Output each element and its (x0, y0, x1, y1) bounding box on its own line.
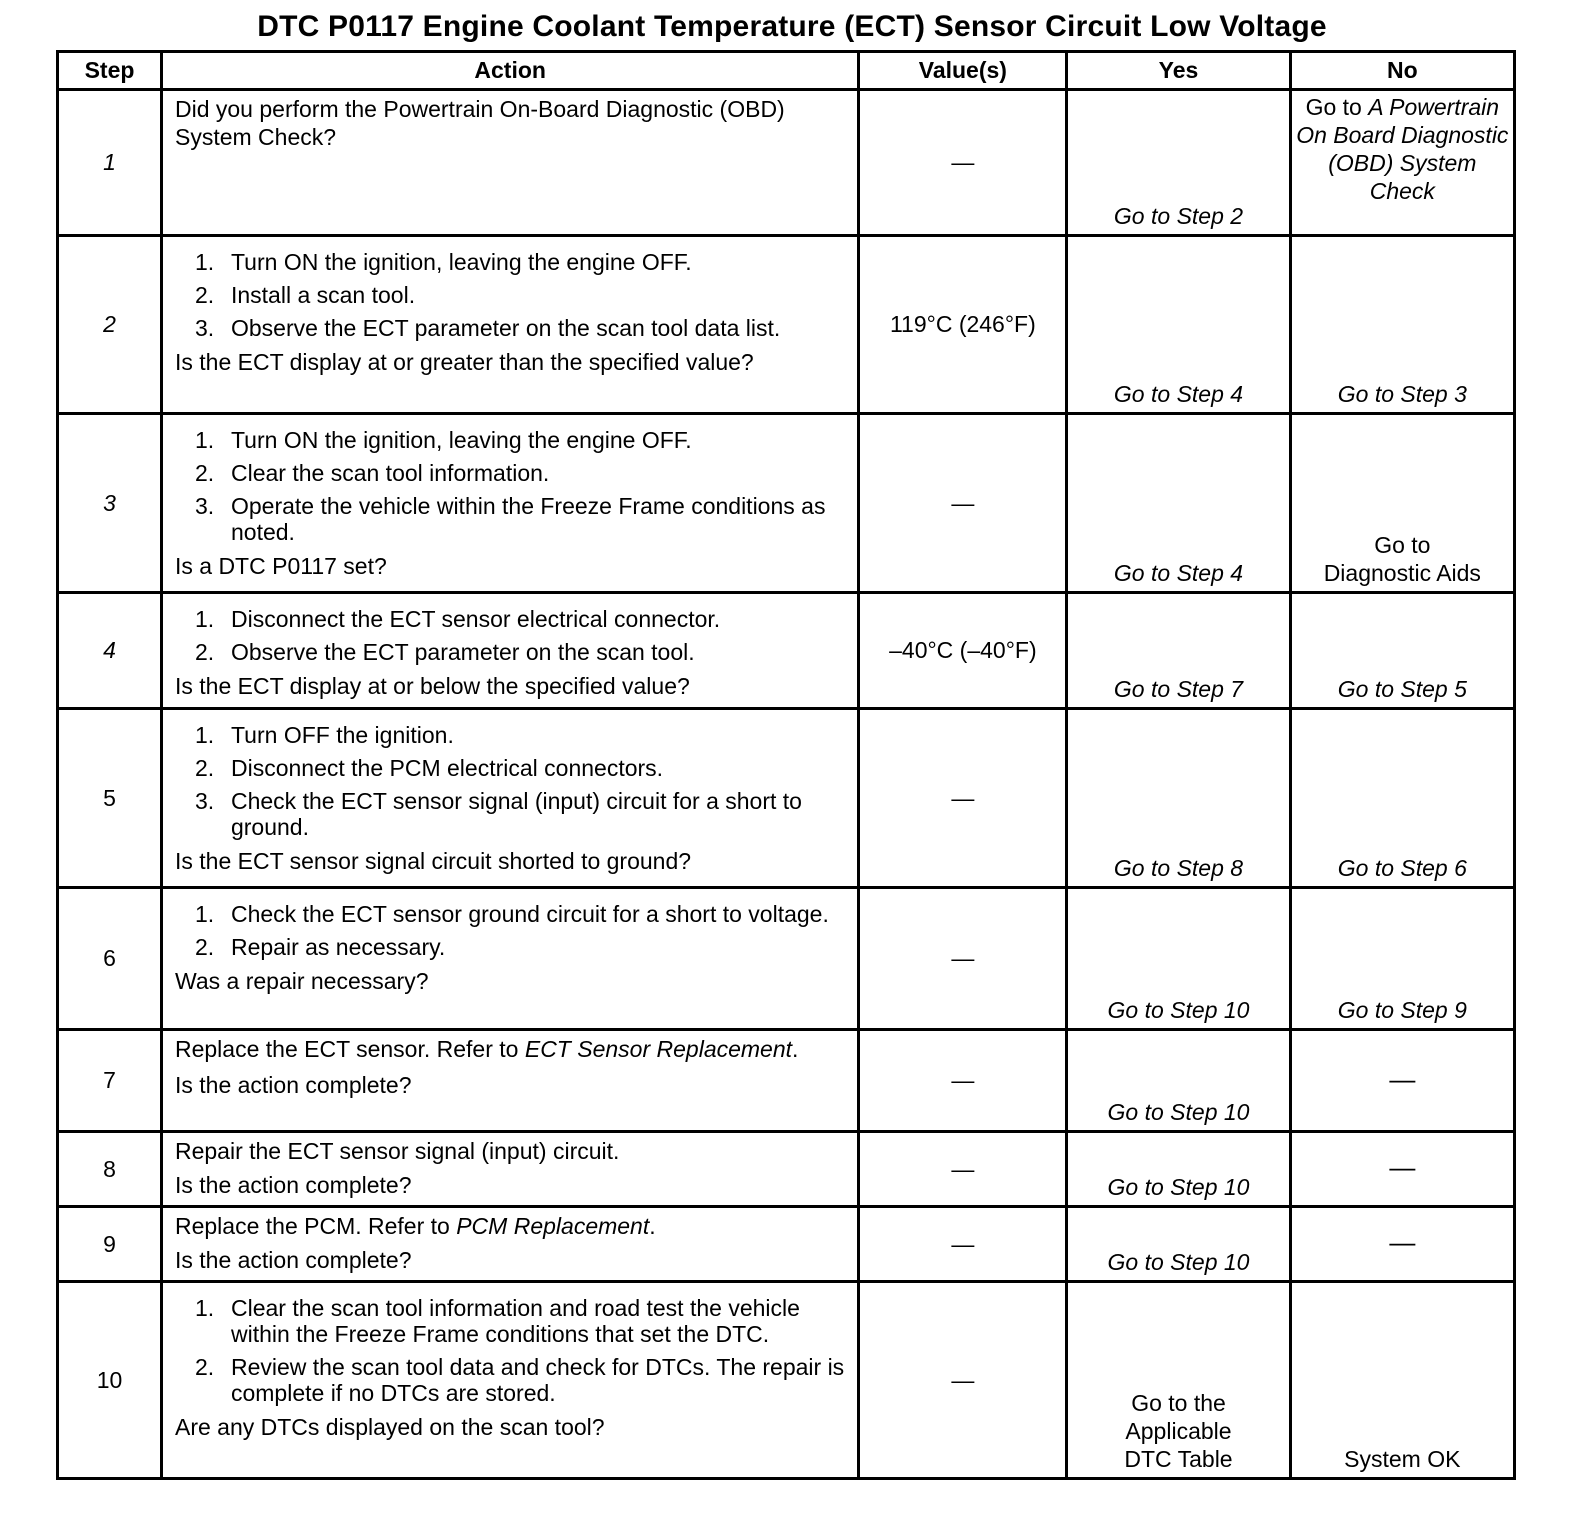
action-list-item: 1. Clear the scan tool information and road test the vehicle within the Freeze Frame conditions that set the DTC. (194, 1295, 800, 1347)
no-cell (1290, 90, 1514, 236)
action-list (175, 901, 847, 960)
value-cell: — (859, 709, 1067, 888)
action-list-item: 1. Turn ON the ignition, leaving the engine OFF. (194, 249, 692, 275)
action-list-item: 3. Operate the vehicle within the Freeze Frame conditions as noted. (194, 493, 826, 545)
action-list-item: 2. Disconnect the PCM electrical connectors. (194, 755, 664, 781)
no-cell: Go to Step 9 (1290, 888, 1514, 1030)
action-cell (161, 414, 858, 593)
yes-cell: Go to the Applicable DTC Table (1067, 1282, 1290, 1479)
action-cell (161, 888, 858, 1030)
action-question: Is the action complete? (174, 1172, 412, 1198)
action-question: Is the ECT display at or greater than the specified value? (174, 349, 754, 375)
action-list-item: 2. Observe the ECT parameter on the scan tool. (194, 639, 695, 665)
header-action: Action (161, 52, 858, 90)
no-cell: — (1290, 1207, 1514, 1282)
table-row-step-5 (58, 709, 1515, 888)
header-yes: Yes (1067, 52, 1290, 90)
no-cell: Go to Diagnostic Aids (1290, 414, 1514, 593)
yes-cell: Go to Step 2 (1067, 90, 1290, 236)
value-cell: 119°C (246°F) (859, 236, 1067, 414)
step-number: 6 (58, 888, 162, 1030)
yes-cell: Go to Step 10 (1067, 1030, 1290, 1132)
action-instruction: Replace the ECT sensor. Refer to ECT Sensor Replacement. (174, 1036, 799, 1062)
table-row-step-8 (58, 1132, 1515, 1207)
action-list (175, 1295, 847, 1406)
value-cell: — (859, 1207, 1067, 1282)
header-values: Value(s) (859, 52, 1067, 90)
yes-cell: Go to Step 10 (1067, 1207, 1290, 1282)
action-question: Was a repair necessary? (174, 968, 429, 994)
action-question: Did you perform the Powertrain On-Board Diagnostic (OBD) System Check? (174, 96, 785, 150)
action-list (175, 606, 847, 665)
action-list (175, 249, 847, 341)
page-title: DTC P0117 Engine Coolant Temperature (ECT) Sensor Circuit Low Voltage (257, 10, 1327, 43)
action-list-item: 2. Install a scan tool. (194, 282, 416, 308)
yes-cell: Go to Step 4 (1067, 236, 1290, 414)
action-list-item: 3. Observe the ECT parameter on the scan tool data list. (194, 315, 781, 341)
action-list-item: 2. Clear the scan tool information. (194, 460, 550, 486)
action-question: Is a DTC P0117 set? (174, 553, 387, 579)
action-cell (161, 236, 858, 414)
action-list-item: 2. Repair as necessary. (194, 934, 446, 960)
step-number: 4 (58, 593, 162, 709)
action-cell (161, 593, 858, 709)
action-reference: ECT Sensor Replacement (524, 1036, 793, 1062)
value-cell: –40°C (–40°F) (859, 593, 1067, 709)
yes-cell: Go to Step 7 (1067, 593, 1290, 709)
no-cell: Go to Step 3 (1290, 236, 1514, 414)
step-number: 8 (58, 1132, 162, 1207)
value-cell: — (859, 1132, 1067, 1207)
action-question: Is the action complete? (174, 1072, 412, 1098)
step-number: 3 (58, 414, 162, 593)
table-row-step-3 (58, 414, 1515, 593)
action-instruction: Repair the ECT sensor signal (input) circuit. (174, 1138, 620, 1164)
table-row-step-9 (58, 1207, 1515, 1282)
diagnostic-table (56, 50, 1516, 1480)
step-number: 10 (58, 1282, 162, 1479)
action-list-item: 3. Check the ECT sensor signal (input) circuit for a short to ground. (194, 788, 802, 840)
step-number: 9 (58, 1207, 162, 1282)
action-question: Is the ECT display at or below the specified value? (174, 673, 690, 699)
yes-cell: Go to Step 10 (1067, 888, 1290, 1030)
action-list-item: 1. Turn OFF the ignition. (194, 722, 454, 748)
yes-cell: Go to Step 4 (1067, 414, 1290, 593)
action-cell (161, 709, 858, 888)
no-cell: — (1290, 1030, 1514, 1132)
action-cell (161, 1132, 858, 1207)
value-cell: — (859, 414, 1067, 593)
table-row-step-10 (58, 1282, 1515, 1479)
action-question: Is the action complete? (174, 1247, 412, 1273)
table-row-step-1 (58, 90, 1515, 236)
no-prefix: Go to (1305, 94, 1369, 120)
table-row-step-6 (58, 888, 1515, 1030)
no-reference: A Powertrain On Board Diagnostic (OBD) System Check (1296, 94, 1509, 204)
action-list (175, 722, 847, 840)
action-list-item: 1. Turn ON the ignition, leaving the engine OFF. (194, 427, 692, 453)
action-list-item: 2. Review the scan tool data and check for DTCs. The repair is complete if no DTCs are stored. (194, 1354, 845, 1406)
action-cell (161, 1282, 858, 1479)
action-reference: PCM Replacement (456, 1213, 650, 1239)
action-instruction: Replace the PCM. Refer to PCM Replacement. (174, 1213, 656, 1239)
table-row-step-4 (58, 593, 1515, 709)
step-number: 5 (58, 709, 162, 888)
no-cell: Go to Step 5 (1290, 593, 1514, 709)
action-list-item: 1. Check the ECT sensor ground circuit for a short to voltage. (194, 901, 829, 927)
action-question: Is the ECT sensor signal circuit shorted to ground? (174, 848, 692, 874)
value-cell: — (859, 90, 1067, 236)
action-cell (161, 1207, 858, 1282)
yes-cell: Go to Step 10 (1067, 1132, 1290, 1207)
value-cell: — (859, 1282, 1067, 1479)
value-cell: — (859, 1030, 1067, 1132)
action-cell (161, 1030, 858, 1132)
header-step: Step (58, 52, 162, 90)
table-row-step-7 (58, 1030, 1515, 1132)
no-cell: System OK (1290, 1282, 1514, 1479)
table-row-step-2 (58, 236, 1515, 414)
step-number: 7 (58, 1030, 162, 1132)
action-question: Are any DTCs displayed on the scan tool? (174, 1414, 605, 1440)
no-cell: Go to Step 6 (1290, 709, 1514, 888)
table-header-row (58, 52, 1515, 90)
value-cell: — (859, 888, 1067, 1030)
step-number: 2 (58, 236, 162, 414)
no-cell: — (1290, 1132, 1514, 1207)
yes-cell: Go to Step 8 (1067, 709, 1290, 888)
header-no: No (1290, 52, 1514, 90)
action-list (175, 427, 847, 545)
action-list-item: 1. Disconnect the ECT sensor electrical connector. (194, 606, 721, 632)
step-number: 1 (58, 90, 162, 236)
action-cell (161, 90, 858, 236)
